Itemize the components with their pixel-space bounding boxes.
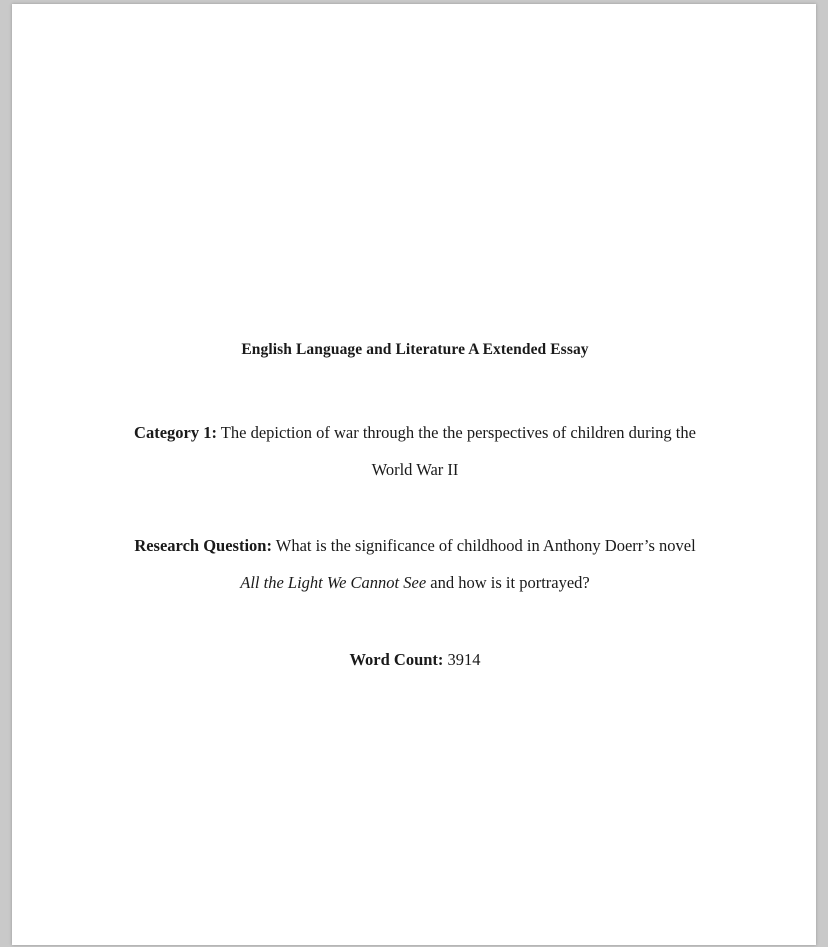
page-title: English Language and Literature A Extended Essay	[241, 341, 589, 358]
category-line-1	[130, 414, 700, 451]
research-question-line-2	[130, 564, 700, 601]
category-block	[130, 414, 700, 488]
novel-title: All the Light We Cannot See	[240, 573, 427, 592]
research-question-line-1	[130, 527, 700, 564]
category-text-line-1: The depiction of war through the the perspectives of children during the	[216, 423, 696, 442]
category-label: Category 1:	[134, 423, 217, 442]
word-count-label: Word Count:	[349, 650, 444, 669]
document-page	[12, 4, 816, 945]
word-count-block	[130, 641, 700, 678]
category-text-line-2: World War II	[371, 460, 459, 479]
research-question-label: Research Question:	[134, 536, 272, 555]
research-question-block	[130, 527, 700, 601]
word-count-value: 3914	[443, 650, 481, 669]
research-question-text-line-1: What is the significance of childhood in Anthony Doerr’s novel	[271, 536, 696, 555]
research-question-text-line-2-rest: and how is it portrayed?	[426, 573, 590, 592]
